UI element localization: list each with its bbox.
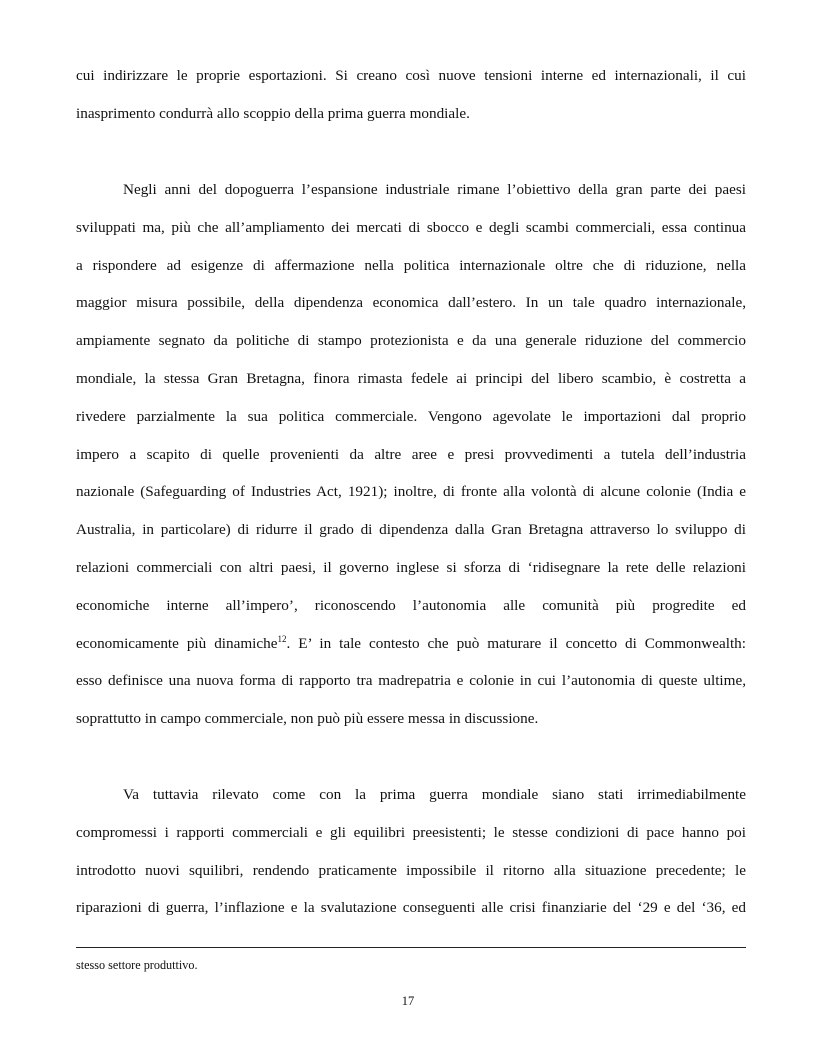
text-line: nazionale (Safeguarding of Industries Act, 1921); inoltre, di fronte alla volontà di alcune colonie (India e <box>76 483 746 501</box>
paragraph-2 <box>76 171 746 738</box>
text-line: relazioni commerciali con altri paesi, il governo inglese si sforza di ‘ridisegnare la rete delle relazioni <box>76 558 746 576</box>
text-line: cui indirizzare le proprie esportazioni. Si creano così nuove tensioni interne ed internazionali, il cui <box>76 67 746 84</box>
text-line: mondiale, la stessa Gran Bretagna, finora rimasta fedele ai principi del libero scambio, è costretta a <box>76 369 746 387</box>
text-before-footnote: economicamente più dinamiche <box>76 634 278 652</box>
footnote-text: stesso settore produttivo. <box>76 958 198 972</box>
text-line: rivedere parzialmente la sua politica commerciale. Vengono agevolate le importazioni dal proprio <box>76 407 746 425</box>
text-line: soprattutto in campo commerciale, non può più essere messa in discussione. <box>76 710 539 728</box>
text-line: economiche interne all’impero’, riconoscendo l’autonomia alle comunità più progredite ed <box>76 596 746 614</box>
text-line: introdotto nuovi squilibri, rendendo praticamente impossibile il ritorno alla situazione precedente; le <box>76 861 746 879</box>
paragraph-1 <box>76 57 746 133</box>
text-line: Negli anni del dopoguerra l’espansione industriale rimane l’obiettivo della gran parte dei paesi <box>123 181 746 198</box>
text-line: Australia, in particolare) di ridurre il grado di dipendenza dalla Gran Bretagna attraverso lo sviluppo di <box>76 521 746 539</box>
text-line: compromessi i rapporti commerciali e gli equilibri preesistenti; le stesse condizioni di pace hanno poi <box>76 823 746 841</box>
text-line: maggior misura possibile, della dipendenza economica dall’estero. In un tale quadro internazionale, <box>76 294 746 312</box>
text-line: a rispondere ad esigenze di affermazione nella politica internazionale oltre che di riduzione, nella <box>76 256 746 274</box>
text-line: sviluppati ma, più che all’ampliamento dei mercati di sbocco e degli scambi commerciali, essa continua <box>76 218 746 236</box>
text-line: esso definisce una nuova forma di rapporto tra madrepatria e colonie in cui l’autonomia di queste ultime, <box>76 672 746 690</box>
footnote-reference[interactable]: 12 <box>277 633 287 644</box>
text-line-with-footnote <box>76 625 746 663</box>
footnote-divider <box>76 947 746 948</box>
text-line: riparazioni di guerra, l’inflazione e la svalutazione conseguenti alle crisi finanziarie del ‘29 e del ‘36, ed <box>76 899 746 917</box>
text-line: ampiamente segnato da politiche di stampo protezionista e da una generale riduzione del commercio <box>76 332 746 350</box>
paragraph-3 <box>76 776 746 927</box>
text-line: impero a scapito di quelle provenienti da altre aree e presi provvedimenti a tutela dell’industria <box>76 445 746 463</box>
text-after-footnote: . E’ in tale contesto che può maturare il concetto di Commonwealth: <box>286 634 746 652</box>
page-number: 17 <box>401 994 415 1008</box>
text-line: inasprimento condurrà allo scoppio della prima guerra mondiale. <box>76 104 470 122</box>
text-line: Va tuttavia rilevato come con la prima guerra mondiale siano stati irrimediabilmente <box>123 786 746 803</box>
